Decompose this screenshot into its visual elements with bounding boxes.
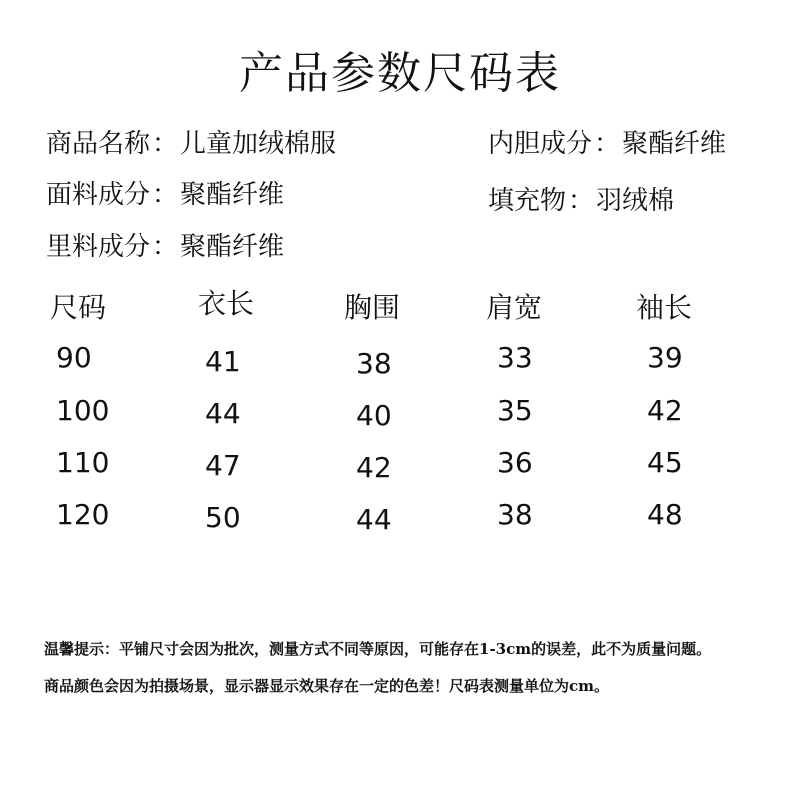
table-cell-size: 110 [56, 446, 110, 479]
table-cell-shoulder: 35 [497, 394, 533, 427]
table-cell-length: 50 [205, 501, 241, 534]
info-label: 里料成分 [46, 232, 151, 262]
info-label: 内胆成分 [488, 129, 593, 159]
note-line-2: 商品颜色会因为拍摄场景，显示器显示效果存在一定的色差！尺码表测量单位为cm。 [44, 677, 610, 695]
info-label: 商品名称 [46, 129, 151, 159]
info-label: 面料成分 [46, 180, 151, 210]
page-title: 产品参数尺码表 [239, 48, 561, 99]
note-line-1: 温馨提示：平铺尺寸会因为批次，测量方式不同等原因，可能存在1-3cm的误差，此不为质量问题。 [44, 640, 712, 658]
table-cell-size: 100 [56, 394, 110, 427]
table-cell-shoulder: 38 [497, 498, 533, 531]
info-label: 填充物 [488, 186, 567, 216]
info-inner-fabric: 里料成分：聚酯纤维 [46, 232, 285, 262]
info-value: 聚酯纤维 [180, 180, 285, 210]
info-product-name: 商品名称：儿童加绒棉服 [46, 129, 337, 159]
table-cell-shoulder: 33 [497, 341, 533, 374]
table-cell-chest: 42 [356, 451, 392, 484]
info-value: 儿童加绒棉服 [180, 129, 337, 159]
table-cell-size: 120 [56, 498, 110, 531]
table-cell-length: 41 [205, 345, 241, 378]
table-header-size: 尺码 [50, 291, 107, 324]
table-cell-chest: 44 [356, 503, 392, 536]
info-value: 聚酯纤维 [622, 129, 727, 159]
table-header-shoulder: 肩宽 [486, 291, 543, 324]
table-cell-sleeve: 48 [647, 498, 683, 531]
table-cell-length: 44 [205, 397, 241, 430]
table-cell-chest: 38 [356, 347, 392, 380]
table-cell-size: 90 [56, 341, 92, 374]
info-lining: 内胆成分：聚酯纤维 [488, 129, 727, 159]
info-value: 羽绒棉 [596, 186, 675, 216]
table-header-length: 衣长 [198, 287, 255, 320]
info-filling: 填充物：羽绒棉 [488, 186, 675, 216]
info-value: 聚酯纤维 [180, 232, 285, 262]
table-cell-chest: 40 [356, 399, 392, 432]
table-cell-sleeve: 39 [647, 341, 683, 374]
table-header-chest: 胸围 [344, 291, 401, 324]
table-cell-sleeve: 45 [647, 446, 683, 479]
table-cell-length: 47 [205, 449, 241, 482]
table-header-sleeve: 袖长 [636, 291, 693, 324]
table-cell-sleeve: 42 [647, 394, 683, 427]
table-cell-shoulder: 36 [497, 446, 533, 479]
info-fabric: 面料成分：聚酯纤维 [46, 180, 285, 210]
